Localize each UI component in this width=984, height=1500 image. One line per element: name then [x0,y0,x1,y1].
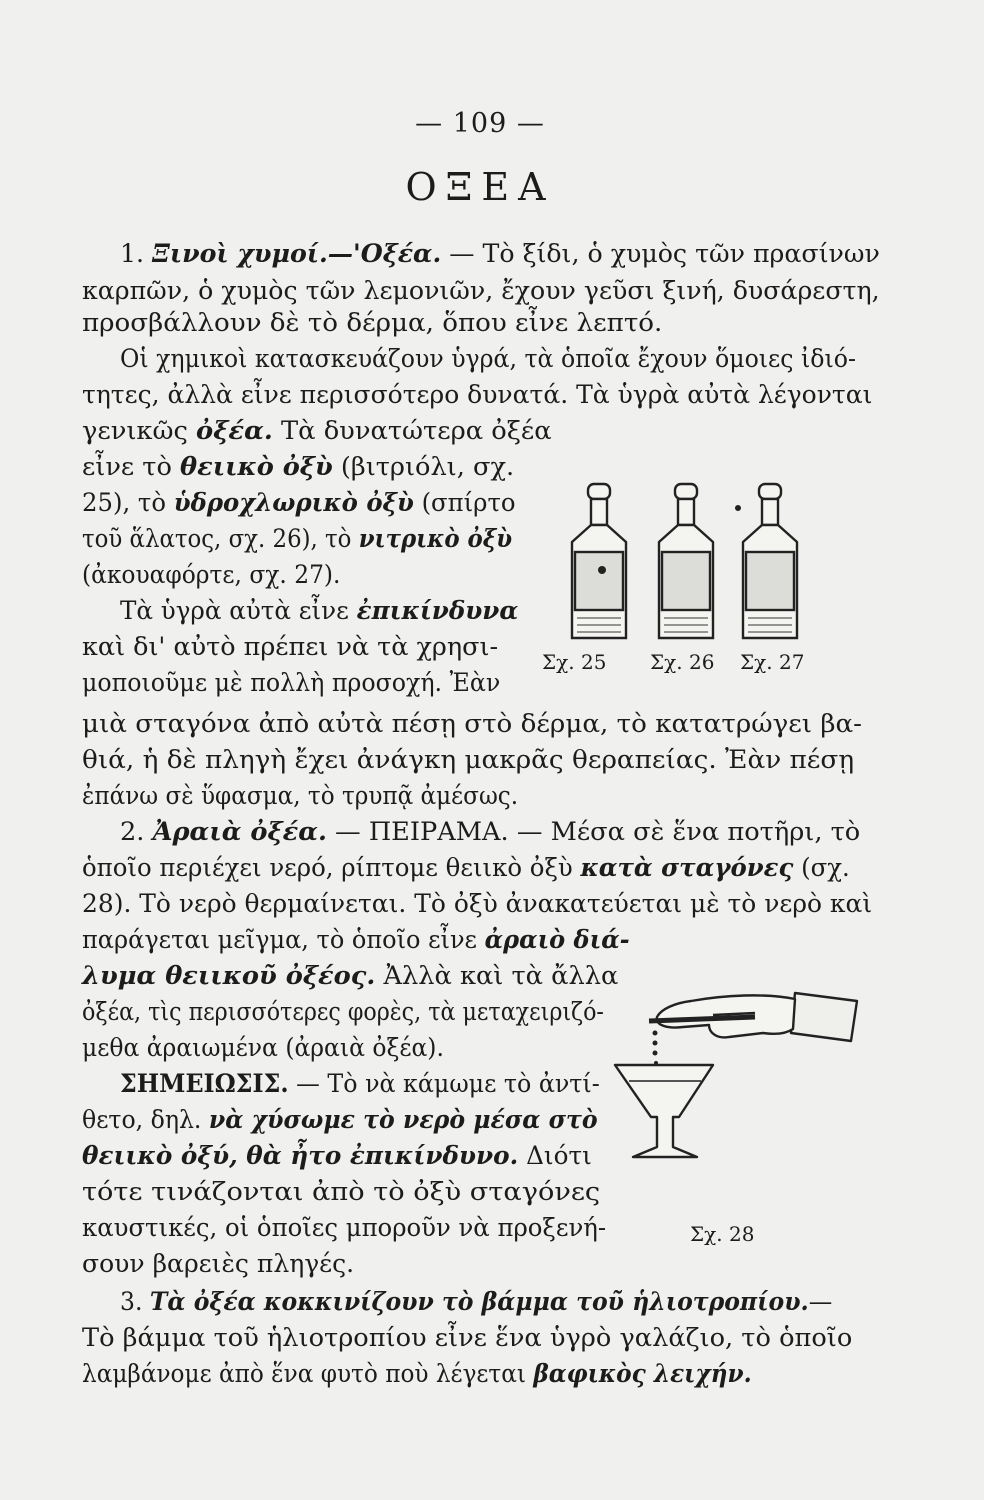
text-run: — Τὸ νὰ κάμωμε τὸ ἀντί- [288,1069,600,1099]
sleeve [791,993,857,1041]
text-run: θιά, ἡ δὲ πληγὴ ἔχει ἀνάγκη μακρᾶς θεραπείας. Ἐὰν πέσῃ [82,745,855,775]
text-line [82,415,552,447]
text-run: τητες, ἀλλὰ εἶνε περισσότερο δυνατά. Τὰ ὑγρὰ αὐτὰ λέγονται [82,380,873,410]
bold-term: λυμα θειικοῦ ὀξέος. [82,961,376,991]
text-line [120,595,518,627]
bold-term: Ἀραιὰ ὀξέα. [152,817,327,847]
text-line [82,888,872,920]
text-run: θετο, δηλ. [82,1105,209,1135]
text-line [82,487,516,519]
text-line [82,379,872,411]
text-run: καυστικές, οἱ ὁποῖες μποροῦν νὰ προξενή- [82,1213,607,1243]
text-run: 28). Τὸ νερὸ θερμαίνεται. Τὸ ὀξὺ ἀνακατεύεται μὲ τὸ νερὸ καὶ [82,889,873,919]
text-run: 1. [120,239,153,269]
text-line [82,631,498,663]
text-run: μιὰ σταγόνα ἀπὸ αὐτὰ πέσῃ στὸ δέρμα, τὸ κατατρώγει βα- [82,709,863,739]
text-line [82,744,854,776]
figure-caption-26: Σχ. 26 [650,650,715,674]
bold-term: κατὰ σταγόνες [580,853,794,883]
text-run: μοποιοῦμε μὲ πολλὴ προσοχή. Ἐὰν [82,668,501,698]
text-run: μεθα ἀραιωμένα (ἀραιὰ ὀξέα). [82,1033,444,1063]
text-run: καρπῶν, ὁ χυμὸς τῶν λεμονιῶν, ἔχουν γεῦσι ξινή, δυσάρεστη, [82,276,880,306]
text-line [120,1068,600,1100]
text-run: Οἱ χημικοὶ κατασκευάζουν ὑγρά, τὰ ὁποῖα ἔχουν ὅμοιες ἰδιό- [120,344,856,374]
page-number: — 109 — [415,108,545,139]
text-run: 3. [120,1287,150,1317]
text-run: προσβάλλουν δὲ τὸ δέρμα, ὅπου εἶνε λεπτό. [82,308,663,338]
text-line [82,1104,598,1136]
bold-term: θειικὸ ὀξύ, θὰ ἦτο ἐπικίνδυνο. [82,1141,519,1171]
bold-term: Ξινοὶ χυμοί.—'Οξέα. [152,239,442,269]
figure-caption-25: Σχ. 25 [542,650,607,674]
text-line [82,960,618,992]
text-run: — [808,1287,833,1317]
text-line [82,1212,606,1244]
text-line [82,996,604,1028]
text-run: παράγεται μεῖγμα, τὸ ὁποῖο εἶνε [82,925,485,955]
text-run: Ἀλλὰ καὶ τὰ ἄλλα [375,961,619,991]
text-line [82,559,340,591]
text-run: Διότι [518,1141,592,1171]
page-title: ΟΞΕΑ [405,165,555,209]
figure-caption-27: Σχ. 27 [740,650,805,674]
text-run: τότε τινάζονται ἀπὸ τὸ ὀξὺ σταγόνες [82,1177,601,1207]
hand-glass-illustration [605,975,865,1175]
text-line [82,708,862,740]
glass [615,1065,713,1157]
text-run: (ἀκουαφόρτε, σχ. 27). [82,560,341,590]
figure-caption-28: Σχ. 28 [690,1222,755,1246]
bottle-25 [572,484,626,638]
text-line [120,343,856,375]
text-line [82,1358,752,1390]
bold-term: ὑδροχλωρικὸ ὀξὺ [173,488,414,518]
text-run: εἶνε τὸ [82,452,181,482]
text-run: (βιτριόλι, σχ. [332,452,515,482]
text-line [82,275,880,307]
bold-term: ὀξέα. [196,416,273,446]
bold-term: ΣΗΜΕΙΩΣΙΣ. [120,1069,289,1099]
text-line [82,924,630,956]
text-line [82,1176,600,1208]
bottles-illustration [548,470,848,660]
text-run: λαμβάνομε ἀπὸ ἕνα φυτὸ ποὺ λέγεται [82,1359,534,1389]
text-line [120,1286,832,1318]
text-run: Τὰ ὑγρὰ αὐτὰ εἶνε [120,596,357,626]
text-run: — ΠΕΙΡΑΜΑ. — Μέσα σὲ ἕνα ποτῆρι, τὸ [326,817,861,847]
bottle-27 [743,484,797,638]
text-run: γενικῶς [82,416,197,446]
text-line [120,238,880,270]
text-run: καὶ δι' αὐτὸ πρέπει νὰ τὰ χρησι- [82,632,499,662]
text-run: ὀξέα, τὶς περισσότερες φορὲς, τὰ μεταχειριζό- [82,997,604,1027]
text-line [82,307,662,339]
text-run: ἐπάνω σὲ ὕφασμα, τὸ τρυπᾷ ἀμέσως. [82,781,519,811]
text-line [82,451,514,483]
text-line [82,1322,852,1354]
text-line [82,523,512,555]
text-line [82,780,518,812]
text-line [82,1032,444,1064]
bold-term: νὰ χύσωμε τὸ νερὸ μέσα στὸ [208,1105,598,1135]
text-line [120,816,860,848]
text-run: Τὸ βάμμα τοῦ ἡλιοτροπίου εἶνε ἕνα ὑγρὸ γαλάζιο, τὸ ὁποῖο [82,1323,853,1353]
text-line [82,1140,592,1172]
bold-term: ἐπικίνδυνα [356,596,519,626]
bold-term: νιτρικὸ ὀξὺ [358,524,513,554]
text-run: 25), τὸ [82,488,174,518]
bold-term: ἀραιὸ διά- [484,925,630,955]
text-run: 2. [120,817,153,847]
text-run: ὁποῖο περιέχει νερό, ρίπτομε θειικὸ ὀξὺ [82,853,581,883]
bold-term: βαφικὸς λειχήν. [533,1359,752,1389]
text-run: σουν βαρειὲς πληγές. [82,1249,355,1279]
text-run: (σπίρτο [413,488,516,518]
bold-term: Τὰ ὀξέα κοκκινίζουν τὸ βάμμα τοῦ ἡλιοτροπίου. [149,1287,809,1317]
text-line [82,1248,354,1280]
text-run: — Τὸ ξίδι, ὁ χυμὸς τῶν πρασίνων [441,239,880,269]
text-line [82,667,500,699]
text-run: τοῦ ἅλατος, σχ. 26), τὸ [82,524,359,554]
bold-term: θειικὸ ὀξὺ [180,452,333,482]
text-run: (σχ. [793,853,850,883]
text-line [82,852,850,884]
bottle-26 [659,484,713,638]
text-run: Τὰ δυνατώτερα ὀξέα [272,416,552,446]
